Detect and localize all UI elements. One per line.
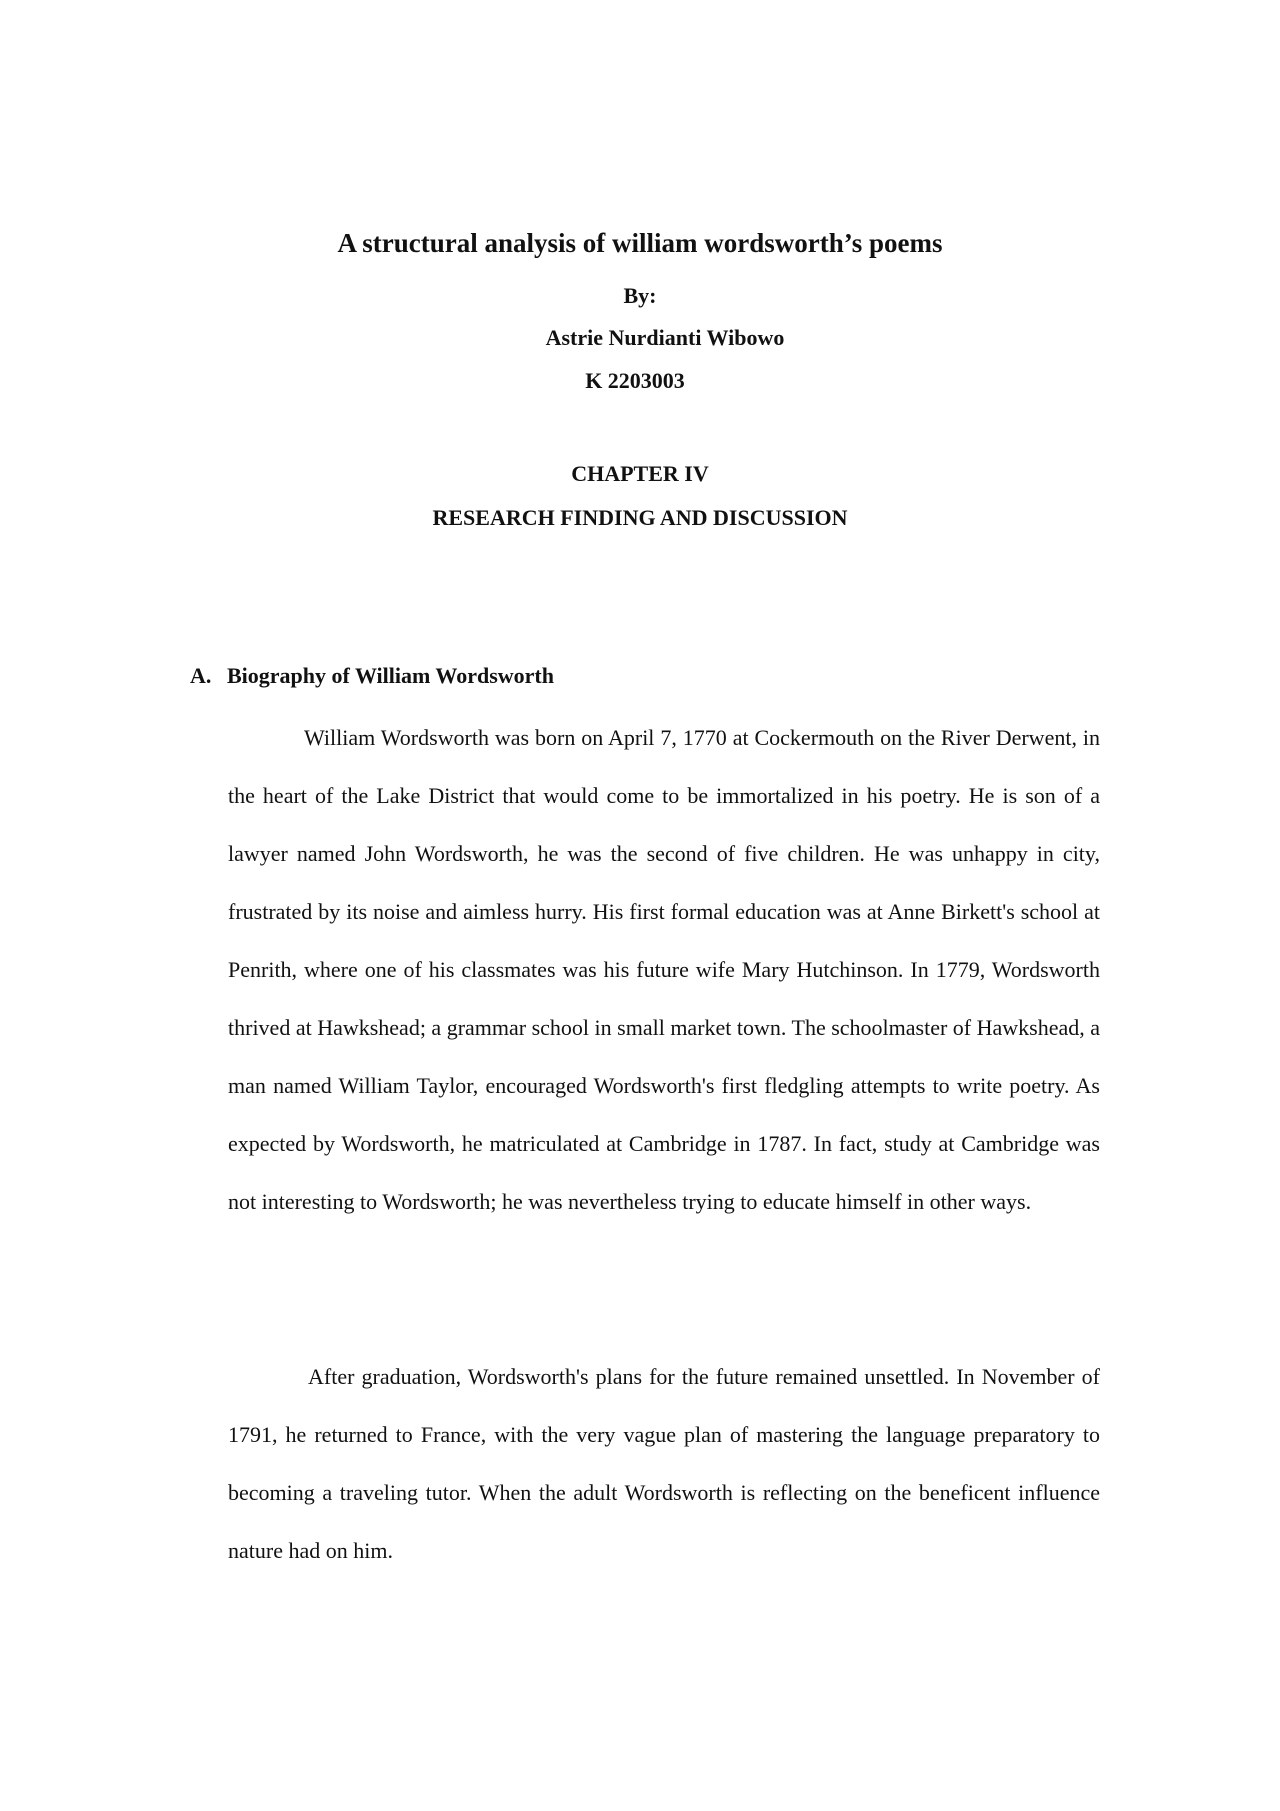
section-heading-text: Biography of William Wordsworth xyxy=(227,663,554,688)
section-letter: A. xyxy=(190,663,212,688)
paragraph-1: William Wordsworth was born on April 7, 1770 at Cockermouth on the River Derwent, in the heart of the Lake District that would come to be immortalized in his poetry. He is son of a lawyer named John Wordsworth, he was the second of five children. He was unhappy in city, frustrated by its noise and aimless hurry. His first formal education was at Anne Birkett's school at Penrith, where one of his classmates was his future wife Mary Hutchinson. In 1779, Wordsworth thrived at Hawkshead; a grammar school in small market town. The schoolmaster of Hawkshead, a man named William Taylor, encouraged Wordsworth's first fledgling attempts to write poetry. As expected by Wordsworth, he matriculated at Cambridge in 1787. In fact, study at Cambridge was not interesting to Wordsworth; he was nevertheless trying to educate himself in other ways. xyxy=(228,725,1101,1214)
chapter-title: RESEARCH FINDING AND DISCUSSION xyxy=(432,505,848,530)
author-name: Astrie Nurdianti Wibowo xyxy=(545,325,785,350)
by-label: By: xyxy=(623,283,657,308)
document-title: A structural analysis of william wordsworth’s poems xyxy=(337,228,943,258)
section-heading xyxy=(190,663,554,689)
paragraph-2: After graduation, Wordsworth's plans for the future remained unsettled. In November of 1791, he returned to France, with the very vague plan of mastering the language preparatory to becoming a traveling tutor. When the adult Wordsworth is reflecting on the beneficent influence nature had on him. xyxy=(228,1364,1100,1563)
chapter-number: CHAPTER IV xyxy=(571,461,709,486)
student-id: K 2203003 xyxy=(585,368,685,393)
